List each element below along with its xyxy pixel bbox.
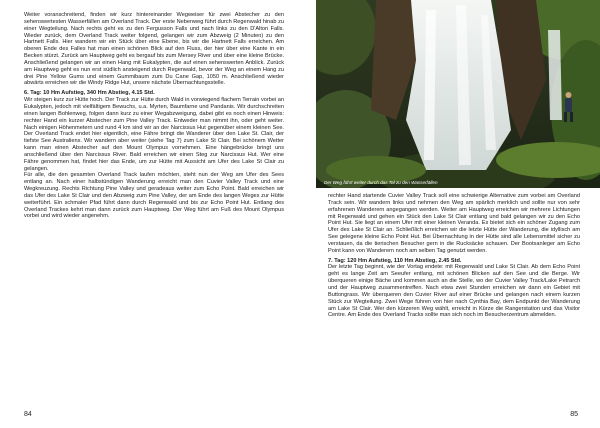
stage-heading: 6. Tag: 10 Hm Aufstieg, 340 Hm Abstieg, 4.15 Std. — [24, 90, 155, 97]
body-paragraph: Für alle, die den gesamten Overland Track laufen möchten, steht nun der Weg am Ufer des Sees entlang an. Nach einer halbstündigen Wanderung erreicht man den Cuvier Valley Track und eine Wegkreuzung. Rechts Richtung Pine Valley und geradeaus weiter zum Echo Point. Bald erreichen wir das Ufer des Lake St Clair und den Abzweig zum Pine Valley, der am Ende des langen Weges zur Hütte weiterführt. Ein schmaler Pfad führt dann durch Regenwald und bis zur Echo Point Hut. Entlang des Overland Trackes kehrt man dann zurück zum Hauptweg. Der Weg führt am Fuß des Mount Olympus vorbei und wird wieder angenehm. — [24, 172, 284, 220]
body-paragraph: rechter Hand startende Cuvier Valley Track soll eine schwierige Alternative zum vorbei am Overland Track sein. Wir wandern links und nehmen den Weg am spärlich merklich und sollte nur von sehr erfahrenen Wanderern angegangen werden. Weiter am Hauptweg erreichen wir mehrere Lichtungen mit Regenwald und gehen ein Stück den Lake St Clair entlang und bald gelangen wir zu den Echo Point Hut. Sie liegt an einem Ufer mit einer kleinen Veranda. Es bietet sich ein schöner Zugang zum Ufer des Lake St Clair an. Schließlich erreichen wir die letzte Hütte der Wanderung, die idyllisch am See gelegene kleine Echo Point Hut. Bei Übernachtung in der Hütte sind alle Lebensmittel sicher zu verstauen, da die tierischen Besucher gern in die Rucksäcke schauen. Der Bootsanleger am Echo Point kann von Wanderern noch am selben Tag genutzt werden. — [328, 193, 580, 254]
page-number: 84 — [24, 411, 32, 418]
body-paragraph: Wir steigen kurz zur Hütte hoch. Der Track zur Hütte durch Wald in vorwiegend flachem Terrain vorbei an Eukalypten, jedoch mit vielfältigem Bewuchs, u.a. Myrten, Baumfarne und Pandanis. Wir durchschreiten einen langen Bohlenweg, folgen dann kurz zu einer Wegabzweigung, dabei gibt es noch einen Hinweis: rechter Hand ein kurzer Abstecher zum Pine Valley Track. Entweder man nimmt ihn, oder geht weiter. Nach einigen Höhenmetern und rund 4 km sind wir an der Narcissus Hut gegenüber einem kleinen See. Der Overland Track endet hier eigentlich, eine Fähre bringt die Wanderer über den Lake St. Clair, der tiefste See Australiens. Wir wandern aber weiter (siehe Tag 7) zum Lake St Clair. Bei schönem Wetter kann man einen Abstecher auf den Mount Olympus vornehmen. Eine hängebrücke bringt uns anschließend über den Narcissus River. Bald erreichen wir einen Steg zur Narcissus Hut. Wer eine Fähre genommen hat, findet hier das Ende, um zur Hütte mit Aussicht am Ufer des Lake St Clair zu gelangen. — [24, 97, 284, 172]
body-paragraph: Weiter voranschreitend, finden wir kurz hintereinander Wegweiser für zwei Abstecher zu den sehenswertesten Wasserfällen am Overland Track. Der erste Nebenweg führt durch Regenwald hinab zu einer Wegteilung. Nach rechts geht es zu den Fergusson Falls und nach links zu den D'Alton Falls. Wieder zurück, dem Overland Track weiter folgend, gelangen wir zum Abzweig (2 Minuten) zu den Hartnett Falls. Hier wandern wir ein Stück über eine Ebene, bis wir die Hartnett Falls erreichen. Am oberen Ende des Falles hat man einen schönen Blick auf den Fluss, der hier über eine Kante in ein Becken stürzt. Zurück am Hauptweg geht es bergauf bis zum Mersey River und über eine kleine Brücke. Anschließend gelangen wir an einen Hang mit Eukalypten, die auf einen sehenswerten Anblick. Zurück am Hauptweg geht es nun erst südlich ansteigend durch Regenwald, bevor der Weg an einem Hang zu drei Pine Yellow Gums und einem Gummibaum zum Du Cane Gap, 1050 m. Anschließend wieder abwärts erreichen wir die Windy Ridge Hut, unsere nächste Übernachtungsstelle. — [24, 12, 284, 87]
waterfall-photo — [316, 0, 600, 188]
photo-caption: Der Weg führt weiter durch das Tal zu den Wasserfällen — [324, 180, 438, 185]
body-paragraph: Der letzte Tag beginnt, wie der Vortag endete: mit Regenwald und Lake St Clair. Ab dem Echo Point geht es lange Zeit am Seeufer entlang, mit schönen Blicken auf den See und die Berge. Wir überqueren einige Bäche und kommen auch an die Stelle, wo der Cuvier Valley Track/Lake Petrarch und der Hauptweg zusammentreffen. Nach etwa zwei Stunden erreichen wir dann ein Gebiet mit Buttongrass. Wir überqueren den Cuvier River auf einer Brücke und gelangen nach einem kurzen Stück zur Wegteilung. Zwei Wege führen von hier nach Cynthia Bay, dem Endpunkt der Wanderung am Lake St Clair. Wer den kürzeren Weg wählt, erreicht in Kürze die Rangerstation und das Visitor Centre. Am Ende des Overland Tracks sollte man sich noch im Besucherzentrum abmelden. — [328, 264, 580, 319]
waterfall-illustration — [316, 0, 600, 188]
stage-heading: 7. Tag: 120 Hm Aufstieg, 110 Hm Abstieg, 2.45 Std. — [328, 257, 462, 264]
page-number: 85 — [570, 411, 578, 418]
right-text-column — [328, 193, 580, 319]
left-text-column — [24, 12, 284, 220]
